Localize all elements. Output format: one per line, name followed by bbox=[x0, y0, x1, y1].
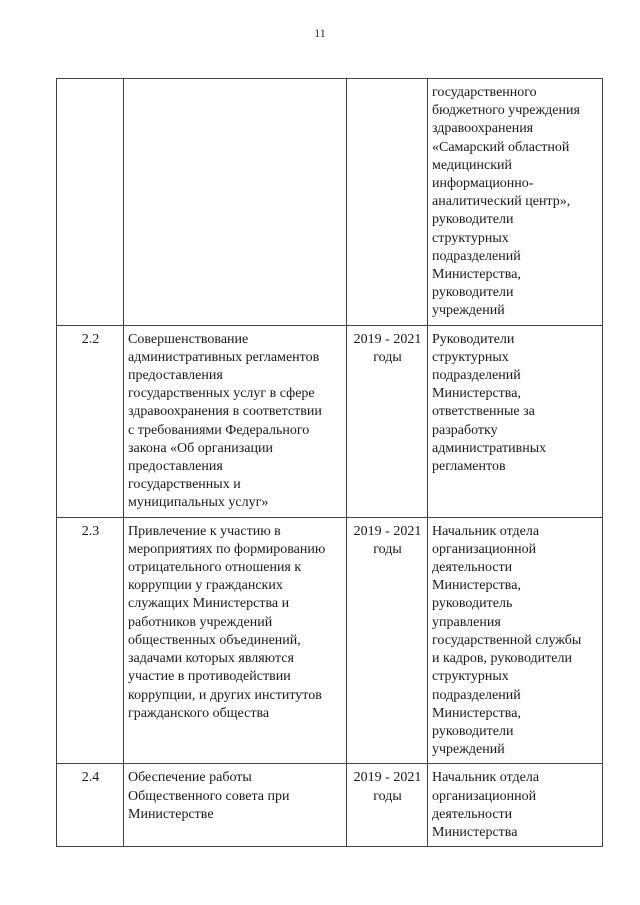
cell-text-line: Министерства, bbox=[432, 386, 521, 402]
table-row bbox=[57, 325, 603, 517]
cell-text-line: медицинский bbox=[432, 157, 512, 173]
cell-text-line: годы bbox=[373, 788, 402, 804]
responsible-cell bbox=[428, 325, 603, 517]
cell-text-line: Начальник отдела bbox=[432, 770, 540, 786]
cell-text-line: информационно- bbox=[432, 176, 534, 192]
cell-text-line: ответственные за bbox=[432, 404, 535, 420]
cell-text-line: административных bbox=[432, 440, 547, 456]
term-cell bbox=[347, 517, 428, 764]
cell-text-line: коррупции у гражданских bbox=[128, 578, 283, 594]
cell-text-line: государственной службы bbox=[432, 632, 582, 648]
cell-text-line: аналитический центр», bbox=[432, 194, 571, 210]
cell-text-line: общественных объединений, bbox=[128, 632, 301, 648]
item-number-cell: 2.3 bbox=[57, 517, 124, 764]
cell-text-line: Министерства bbox=[432, 824, 518, 840]
activity-cell bbox=[124, 764, 347, 847]
item-number-cell bbox=[57, 79, 124, 326]
cell-text-line: руководители bbox=[432, 212, 514, 228]
cell-text-line: учреждений bbox=[432, 303, 505, 319]
item-number-cell: 2.4 bbox=[57, 764, 124, 847]
cell-text-line: деятельности bbox=[432, 560, 513, 576]
cell-text-line: государственного bbox=[432, 85, 537, 100]
cell-text-line: Руководители bbox=[432, 331, 515, 347]
cell-text-line: Министерства, bbox=[432, 705, 521, 721]
cell-text-line: здравоохранения в соответствии bbox=[128, 404, 322, 420]
term-cell bbox=[347, 325, 428, 517]
cell-text-line: административных регламентов bbox=[128, 349, 320, 365]
cell-text-line: Обеспечение работы bbox=[128, 770, 252, 786]
cell-text-line: структурных bbox=[432, 669, 509, 685]
cell-text-line: годы bbox=[373, 541, 402, 557]
cell-text-line: «Самарский областной bbox=[432, 139, 570, 155]
cell-text-line: Привлечение к участию в bbox=[128, 523, 281, 539]
cell-text-line: здравоохранения bbox=[432, 121, 534, 137]
cell-text-line: бюджетного учреждения bbox=[432, 103, 580, 119]
cell-text-line: предоставления bbox=[128, 459, 223, 475]
cell-text-line: подразделений bbox=[432, 687, 521, 703]
table-row bbox=[57, 79, 603, 326]
page-number: 11 bbox=[314, 26, 326, 40]
cell-text-line: служащих Министерства и bbox=[128, 596, 290, 612]
cell-text-line: структурных bbox=[432, 349, 509, 365]
cell-text-line: годы bbox=[373, 349, 402, 365]
cell-text-line: Министерства, bbox=[432, 267, 521, 283]
cell-text-line: организационной bbox=[432, 788, 537, 804]
cell-text-line: 2019 - 2021 bbox=[353, 523, 422, 539]
cell-text-line: государственных и bbox=[128, 477, 241, 493]
cell-text-line: Совершенствование bbox=[128, 331, 249, 347]
action-plan-table bbox=[56, 78, 603, 847]
cell-text-line: предоставления bbox=[128, 368, 223, 384]
cell-text-line: Общественного совета при bbox=[128, 788, 290, 804]
term-cell bbox=[347, 79, 428, 326]
cell-text-line: руководитель bbox=[432, 596, 513, 612]
cell-text-line: управления bbox=[432, 614, 501, 630]
cell-text-line: регламентов bbox=[432, 459, 506, 475]
table-row bbox=[57, 517, 603, 764]
cell-text-line: и кадров, руководители bbox=[432, 651, 572, 667]
activity-cell bbox=[124, 325, 347, 517]
term-cell bbox=[347, 764, 428, 847]
cell-text-line: руководители bbox=[432, 723, 514, 739]
table-body bbox=[57, 79, 603, 847]
cell-text-line: отрицательного отношения к bbox=[128, 560, 302, 576]
cell-text-line: деятельности bbox=[432, 806, 513, 822]
cell-text-line: 2019 - 2021 bbox=[353, 331, 422, 347]
responsible-cell bbox=[428, 517, 603, 764]
table-row bbox=[57, 764, 603, 847]
item-number-cell: 2.2 bbox=[57, 325, 124, 517]
cell-text-line: коррупции, и других институтов bbox=[128, 687, 322, 703]
cell-text-line: работников учреждений bbox=[128, 614, 273, 630]
cell-text-line: государственных услуг в сфере bbox=[128, 386, 315, 402]
cell-text-line: с требованиями Федерального bbox=[128, 422, 310, 438]
cell-text-line: подразделений bbox=[432, 368, 521, 384]
cell-text-line: мероприятиях по формированию bbox=[128, 541, 326, 557]
cell-text-line: задачами которых являются bbox=[128, 651, 294, 667]
cell-text-line: закона «Об организации bbox=[128, 440, 273, 456]
activity-cell bbox=[124, 79, 347, 326]
cell-text-line: руководители bbox=[432, 285, 514, 301]
activity-cell bbox=[124, 517, 347, 764]
cell-text-line: Начальник отдела bbox=[432, 523, 540, 539]
cell-text-line: муниципальных услуг» bbox=[128, 495, 269, 511]
responsible-cell bbox=[428, 79, 603, 326]
cell-text-line: разработку bbox=[432, 422, 498, 438]
cell-text-line: 2019 - 2021 bbox=[353, 770, 422, 786]
cell-text-line: подразделений bbox=[432, 248, 521, 264]
cell-text-line: учреждений bbox=[432, 742, 505, 758]
cell-text-line: организационной bbox=[432, 541, 537, 557]
cell-text-line: Министерстве bbox=[128, 806, 214, 822]
cell-text-line: гражданского общества bbox=[128, 705, 270, 721]
responsible-cell bbox=[428, 764, 603, 847]
cell-text-line: Министерства, bbox=[432, 578, 521, 594]
cell-text-line: участие в противодействии bbox=[128, 669, 291, 685]
cell-text-line: структурных bbox=[432, 230, 509, 246]
